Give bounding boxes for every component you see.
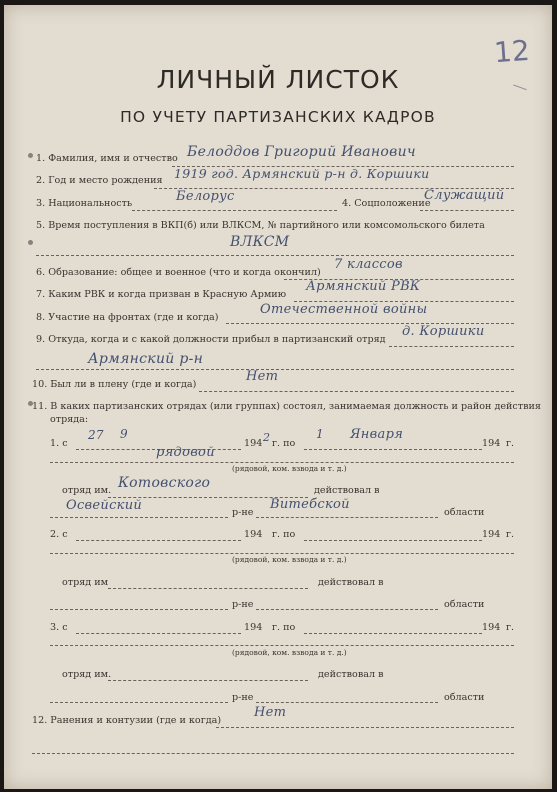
s1-district: Освейский — [66, 498, 143, 513]
field-2-label: 2. Год и место рождения — [36, 175, 163, 186]
s1-position: рядовой — [156, 445, 215, 460]
field-9-value-2: Армянский р-н — [88, 351, 204, 367]
s2-from-line — [76, 540, 241, 541]
field-11-label-2: отряда: — [50, 414, 89, 425]
field-3-value: Белорус — [176, 189, 235, 204]
s2-po: г. по — [272, 529, 296, 540]
s1-num: 1. с — [50, 438, 68, 449]
s3-position-hint: (рядовой, ком. взвода и т. д.) — [232, 648, 347, 657]
s3-otryad-line — [108, 680, 308, 681]
s3-num: 3. с — [50, 622, 68, 633]
field-12-line — [216, 727, 514, 728]
field-7-label: 7. Каким РВК и когда призван в Красную Армию — [36, 289, 287, 300]
s3-otryad-label: отряд им. — [62, 669, 112, 680]
field-3-label: 3. Национальность — [36, 198, 133, 209]
s3-district-line — [50, 702, 228, 703]
s2-num: 2. с — [50, 529, 68, 540]
s3-year-2: 194 — [482, 622, 501, 633]
s3-g: г. — [506, 622, 515, 633]
s1-to-day: 1 — [316, 427, 324, 441]
s1-to-month: Января — [350, 427, 404, 442]
s3-to-line — [304, 633, 482, 634]
field-6-value: 7 классов — [334, 257, 403, 272]
page-number: 12 — [493, 33, 532, 70]
s1-position-line — [50, 462, 514, 463]
field-2-value: 1919 год. Армянский р-н д. Коршики — [174, 166, 430, 181]
s1-otryad-label: отряд им. — [62, 485, 112, 496]
field-9-label: 9. Откуда, когда и с какой должности прибыл в партизанский отряд — [36, 334, 386, 345]
punch-mark — [28, 153, 33, 158]
field-6-label: 6. Образование: общее и военное (что и когда окончил) — [36, 267, 321, 278]
document-subtitle: ПО УЧЕТУ ПАРТИЗАНСКИХ КАДРОВ — [120, 108, 436, 126]
s1-g: г. — [506, 438, 515, 449]
document-title: ЛИЧНЫЙ ЛИСТОК — [156, 65, 400, 94]
s2-otryad-line — [108, 588, 308, 589]
field-4-label: 4. Соцположение — [342, 198, 431, 209]
field-5-line — [36, 255, 514, 256]
field-11-label: 11. В каких партизанских отрядах (или группах) состоял, занимаемая должность и район действия — [32, 401, 541, 412]
field-12-value: Нет — [254, 705, 287, 720]
field-9-value: д. Коршики — [402, 324, 485, 339]
s1-oblasti: области — [444, 507, 485, 518]
field-4-value: Служащий — [424, 188, 505, 203]
s1-rne: р-не — [232, 507, 254, 518]
s1-district-line — [50, 517, 228, 518]
s3-deystvoval: действовал в — [318, 669, 384, 680]
s1-region: Витебской — [270, 497, 350, 512]
field-12-label: 12. Ранения и контузии (где и когда) — [32, 715, 222, 726]
s2-rne: р-не — [232, 599, 254, 610]
s2-position-line — [50, 553, 514, 554]
s1-to-line — [304, 449, 482, 450]
s1-from-day: 27 — [88, 428, 104, 442]
s2-oblasti: области — [444, 599, 485, 610]
s3-oblasti: области — [444, 692, 485, 703]
s1-from-month: 9 — [120, 427, 128, 441]
field-5-label: 5. Время поступления в ВКП(б) или ВЛКСМ, № партийного или комсомольского билета — [36, 220, 485, 231]
s1-deystvoval: действовал в — [314, 485, 380, 496]
s3-from-line — [76, 633, 241, 634]
field-8-label: 8. Участие на фронтах (где и когда) — [36, 312, 219, 323]
s3-po: г. по — [272, 622, 296, 633]
s3-year-1: 194 — [244, 622, 263, 633]
s1-position-hint: (рядовой, ком. взвода и т. д.) — [232, 464, 347, 473]
s1-po: г. по — [272, 438, 296, 449]
s1-region-line — [256, 517, 438, 518]
punch-mark — [28, 240, 33, 245]
bottom-line — [32, 753, 514, 754]
field-10-label: 10. Был ли в плену (где и когда) — [32, 379, 197, 390]
field-1-value: Белоддов Григорий Иванович — [187, 144, 416, 160]
field-7-value: Армянский РВК — [306, 279, 421, 294]
field-3-line — [132, 210, 337, 211]
s1-year-1-digit: 2 — [263, 431, 271, 444]
field-4-line — [420, 210, 514, 211]
s2-region-line — [256, 609, 438, 610]
s2-year-2: 194 — [482, 529, 501, 540]
s3-position-line — [50, 645, 514, 646]
s2-district-line — [50, 609, 228, 610]
field-1-label: 1. Фамилия, имя и отчество — [36, 153, 178, 164]
s2-otryad-label: отряд им — [62, 577, 109, 588]
s2-position-hint: (рядовой, ком. взвода и т. д.) — [232, 555, 347, 564]
field-10-line — [199, 391, 514, 392]
s3-region-line — [256, 702, 438, 703]
s3-rne: р-не — [232, 692, 254, 703]
field-9-line — [389, 346, 514, 347]
s1-year-2: 194 — [482, 438, 501, 449]
s2-year-1: 194 — [244, 529, 263, 540]
field-8-value: Отечественной войны — [260, 302, 428, 317]
s1-otryad-value: Котовского — [118, 475, 211, 491]
s2-g: г. — [506, 529, 515, 540]
s1-year-1: 194 — [244, 438, 263, 449]
personal-record-sheet — [4, 5, 552, 789]
s2-to-line — [304, 540, 482, 541]
field-5-value: ВЛКСМ — [230, 234, 290, 250]
s2-deystvoval: действовал в — [318, 577, 384, 588]
field-10-value: Нет — [246, 369, 279, 384]
